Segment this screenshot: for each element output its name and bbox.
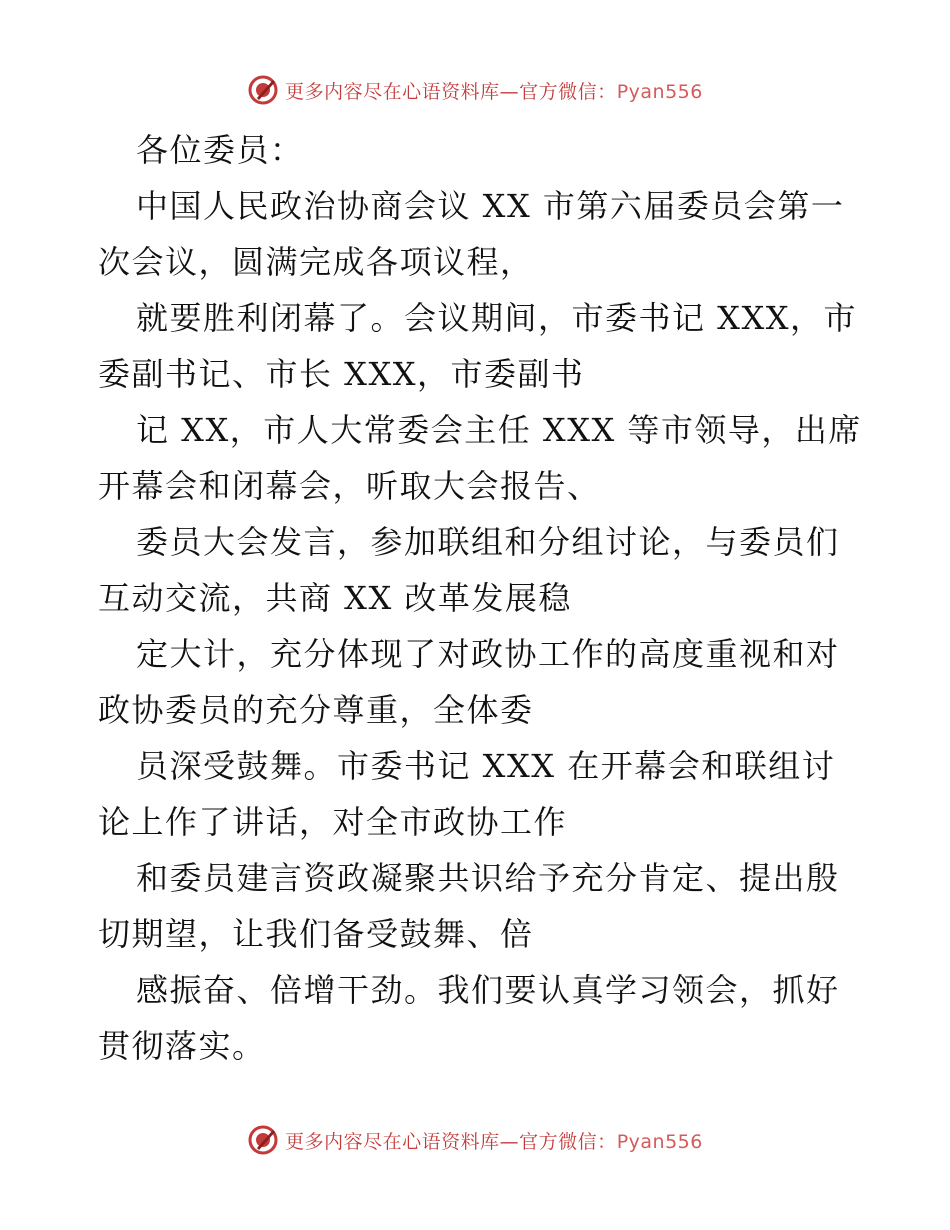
- paragraph-line: 各位委员：: [136, 131, 304, 169]
- paragraph-line: 定大计，充分体现了对政协工作的高度重视和对: [136, 635, 840, 673]
- watermark-brand: Pyan556: [616, 1130, 703, 1153]
- pen-circle-logo-icon: [247, 1124, 279, 1156]
- paragraph-line: 感振奋、倍增干劲。我们要认真学习领会，抓好: [136, 971, 840, 1009]
- watermark-dash: —: [499, 1130, 520, 1153]
- paragraph-line: 委副书记、市长 XXX，市委副书: [98, 355, 585, 393]
- paragraph-line: 互动交流，共商 XX 改革发展稳: [98, 579, 572, 617]
- watermark-tail: 官方微信：: [519, 80, 617, 103]
- paragraph-line: 员深受鼓舞。市委书记 XXX 在开幕会和联组讨: [136, 747, 836, 785]
- paragraph-line: 中国人民政治协商会议 XX 市第六届委员会第一: [136, 187, 845, 225]
- watermark-footer: [0, 1120, 950, 1160]
- watermark-text: [285, 1127, 703, 1154]
- paragraph-line: 开幕会和闭幕会，听取大会报告、: [98, 467, 601, 505]
- watermark-tail: 官方微信：: [519, 1130, 617, 1153]
- paragraph-line: 切期望，让我们备受鼓舞、倍: [98, 915, 534, 953]
- paragraph-line: 和委员建言资政凝聚共识给予充分肯定、提出殷: [136, 859, 840, 897]
- watermark-text: [285, 77, 703, 104]
- watermark-header: [0, 70, 950, 110]
- paragraph-line: 委员大会发言，参加联组和分组讨论，与委员们: [136, 523, 840, 561]
- watermark-brand: Pyan556: [616, 80, 703, 103]
- watermark-main: 更多内容尽在心语资料库: [285, 80, 500, 103]
- paragraph-line: 论上作了讲话，对全市政协工作: [98, 803, 568, 841]
- pen-circle-logo-icon: [247, 74, 279, 106]
- paragraph-line: 政协委员的充分尊重，全体委: [98, 691, 534, 729]
- paragraph-line: 贯彻落实。: [98, 1027, 266, 1065]
- paragraph-line: 就要胜利闭幕了。会议期间，市委书记 XXX，市: [136, 299, 858, 337]
- paragraph-line: 记 XX，市人大常委会主任 XXX 等市领导，出席: [136, 411, 862, 449]
- document-body: [98, 122, 862, 1074]
- paragraph-line: 次会议，圆满完成各项议程，: [98, 243, 534, 281]
- watermark-main: 更多内容尽在心语资料库: [285, 1130, 500, 1153]
- watermark-dash: —: [499, 80, 520, 103]
